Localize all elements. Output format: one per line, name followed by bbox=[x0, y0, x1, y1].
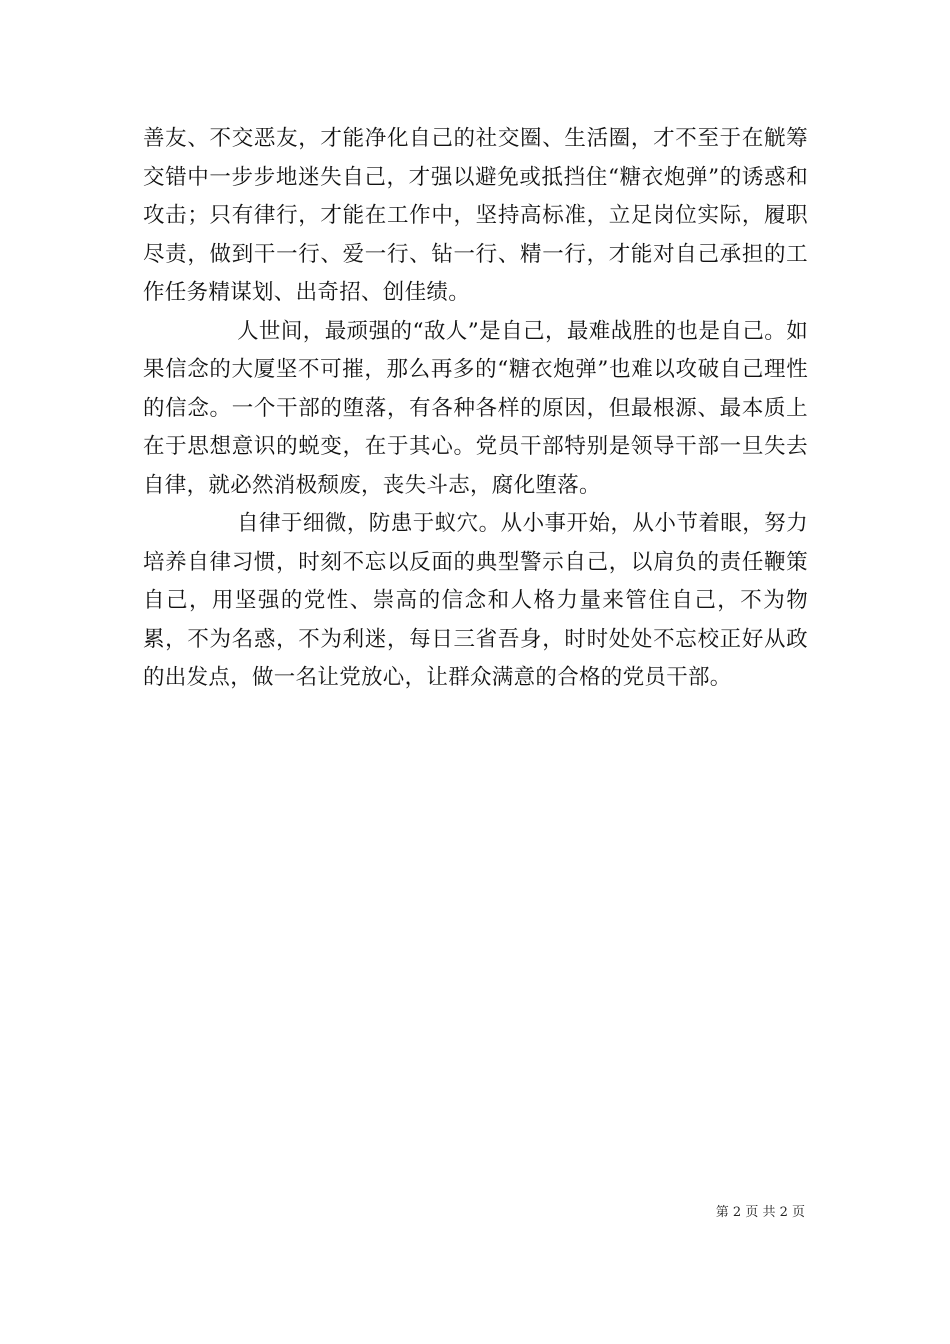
paragraph-1: 善友、不交恶友，才能净化自己的社交圈、生活圈，才不至于在觥筹交错中一步步地迷失自己，才强以避免或抵挡住“糖衣炮弹”的诱惑和攻击；只有律行，才能在工作中，坚持高标准，立足岗位实际，履职尽责，做到干一行、爱一行、钻一行、精一行，才能对自己承担的工作任务精谋划、出奇招、创佳绩。 bbox=[143, 126, 808, 305]
body-text bbox=[143, 120, 808, 698]
paragraph-3: 自律于细微，防患于蚁穴。从小事开始，从小节着眼，努力培养自律习惯，时刻不忘以反面的典型警示自己，以肩负的责任鞭策自己，用坚强的党性、崇高的信念和人格力量来管住自己，不为物累，不为名惑，不为利迷，每日三省吾身，时时处处不忘校正好从政的出发点，做一名让党放心，让群众满意的合格的党员干部。 bbox=[143, 511, 808, 690]
paragraph-2: 人世间，最顽强的“敌人”是自己，最难战胜的也是自己。如果信念的大厦坚不可摧，那么再多的“糖衣炮弹”也难以攻破自己理性的信念。一个干部的堕落，有各种各样的原因，但最根源、最本质上在于思想意识的蜕变，在于其心。党员干部特别是领导干部一旦失去自律，就必然消极颓废，丧失斗志，腐化堕落。 bbox=[143, 318, 808, 498]
page-number-footer: 第 2 页 共 2 页 bbox=[715, 1205, 805, 1220]
